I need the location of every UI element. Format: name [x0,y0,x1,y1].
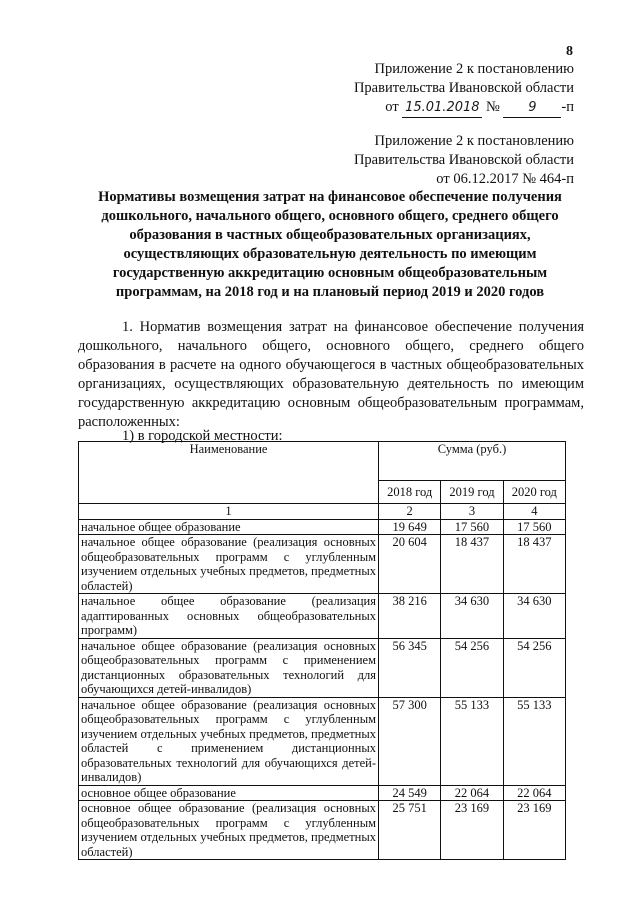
row-2020: 18 437 [503,535,565,594]
row-2020: 23 169 [503,801,565,860]
header-sum: Сумма (руб.) [379,442,566,481]
table-row [79,535,566,594]
table-row [79,697,566,785]
row-2019: 55 133 [441,697,503,785]
colnum-3: 3 [441,504,503,520]
subheading-urban: 1) в городской местности: [122,428,283,444]
appendix-old-block [284,132,574,189]
appendix-new-block [284,60,574,118]
norms-table [78,441,566,860]
header-year-2018: 2018 год [379,481,441,504]
row-2020: 17 560 [503,519,565,535]
table-row [79,785,566,801]
row-name: начальное общее образование (реализация основных общеобразовательных программ с применением дистанционных образовательных технологий для обучающихся детей-инвалидов) [79,638,379,697]
table-row [79,638,566,697]
header-year-2019: 2019 год [441,481,503,504]
row-2018: 24 549 [379,785,441,801]
table-header-row [79,442,566,481]
handwritten-number: 9 [503,98,561,118]
page-number: 8 [566,44,573,59]
row-2020: 34 630 [503,594,565,639]
appendix-old-line3: от 06.12.2017 № 464-п [436,171,574,187]
colnum-2: 2 [379,504,441,520]
intro-paragraph: 1. Норматив возмещения затрат на финансовое обеспечение получения дошкольного, начального общего, основного общего, среднего общего образования в расчете на одного обучающегося в частных общеобразовательных организациях, осуществляющих образовательную деятельность по имеющим государственную аккредитацию основным общеобразовательным программам, расположенных: [78,319,584,430]
table-row [79,594,566,639]
row-name: основное общее образование [79,785,379,801]
document-title: Нормативы возмещения затрат на финансовое обеспечение получения дошкольного, начального общего, основного общего, среднего общего образования в частных общеобразовательных организациях, осуществляющих образовательную деятельность по имеющим государственную аккредитацию основным общеобразовательным программам, на 2018 год и на плановый период 2019 и 2020 годов [98,189,562,300]
appendix-new-line2: Правительства Ивановской области [353,80,574,96]
table-row [79,519,566,535]
row-2018: 20 604 [379,535,441,594]
row-name: начальное общее образование (реализация адаптированных основных общеобразовательных программ) [79,594,379,639]
appendix-new-line1: Приложение 2 к постановлению [374,61,574,77]
row-2020: 54 256 [503,638,565,697]
row-2019: 23 169 [441,801,503,860]
header-year-2020: 2020 год [503,481,565,504]
row-2018: 56 345 [379,638,441,697]
number-prefix: № [485,99,500,115]
row-2020: 22 064 [503,785,565,801]
row-name: начальное общее образование (реализация основных общеобразовательных программ с углубленным изучением отдельных учебных предметов, предметных областей с применением дистанционных образовательных технологий для обучающихся детей-инвалидов) [79,697,379,785]
row-name: начальное общее образование [79,519,379,535]
handwritten-date: 15.01.2018 [402,98,482,118]
row-2019: 54 256 [441,638,503,697]
table-row [79,801,566,860]
number-suffix: -п [561,99,574,115]
appendix-new-line3 [284,98,574,118]
colnum-4: 4 [503,504,565,520]
table-colnum-row [79,504,566,520]
row-2018: 57 300 [379,697,441,785]
appendix-old-line1: Приложение 2 к постановлению [374,133,574,149]
row-2019: 18 437 [441,535,503,594]
header-name: Наименование [79,442,379,504]
row-name: основное общее образование (реализация основных общеобразовательных программ с углубленным изучением отдельных учебных предметов, предметных областей) [79,801,379,860]
row-2018: 25 751 [379,801,441,860]
row-2019: 22 064 [441,785,503,801]
row-2018: 19 649 [379,519,441,535]
row-name: начальное общее образование (реализация основных общеобразовательных программ с углубленным изучением отдельных учебных предметов, предметных областей) [79,535,379,594]
colnum-1: 1 [79,504,379,520]
row-2019: 17 560 [441,519,503,535]
appendix-old-line2: Правительства Ивановской области [353,152,574,168]
from-prefix: от [385,99,399,115]
row-2019: 34 630 [441,594,503,639]
row-2020: 55 133 [503,697,565,785]
row-2018: 38 216 [379,594,441,639]
